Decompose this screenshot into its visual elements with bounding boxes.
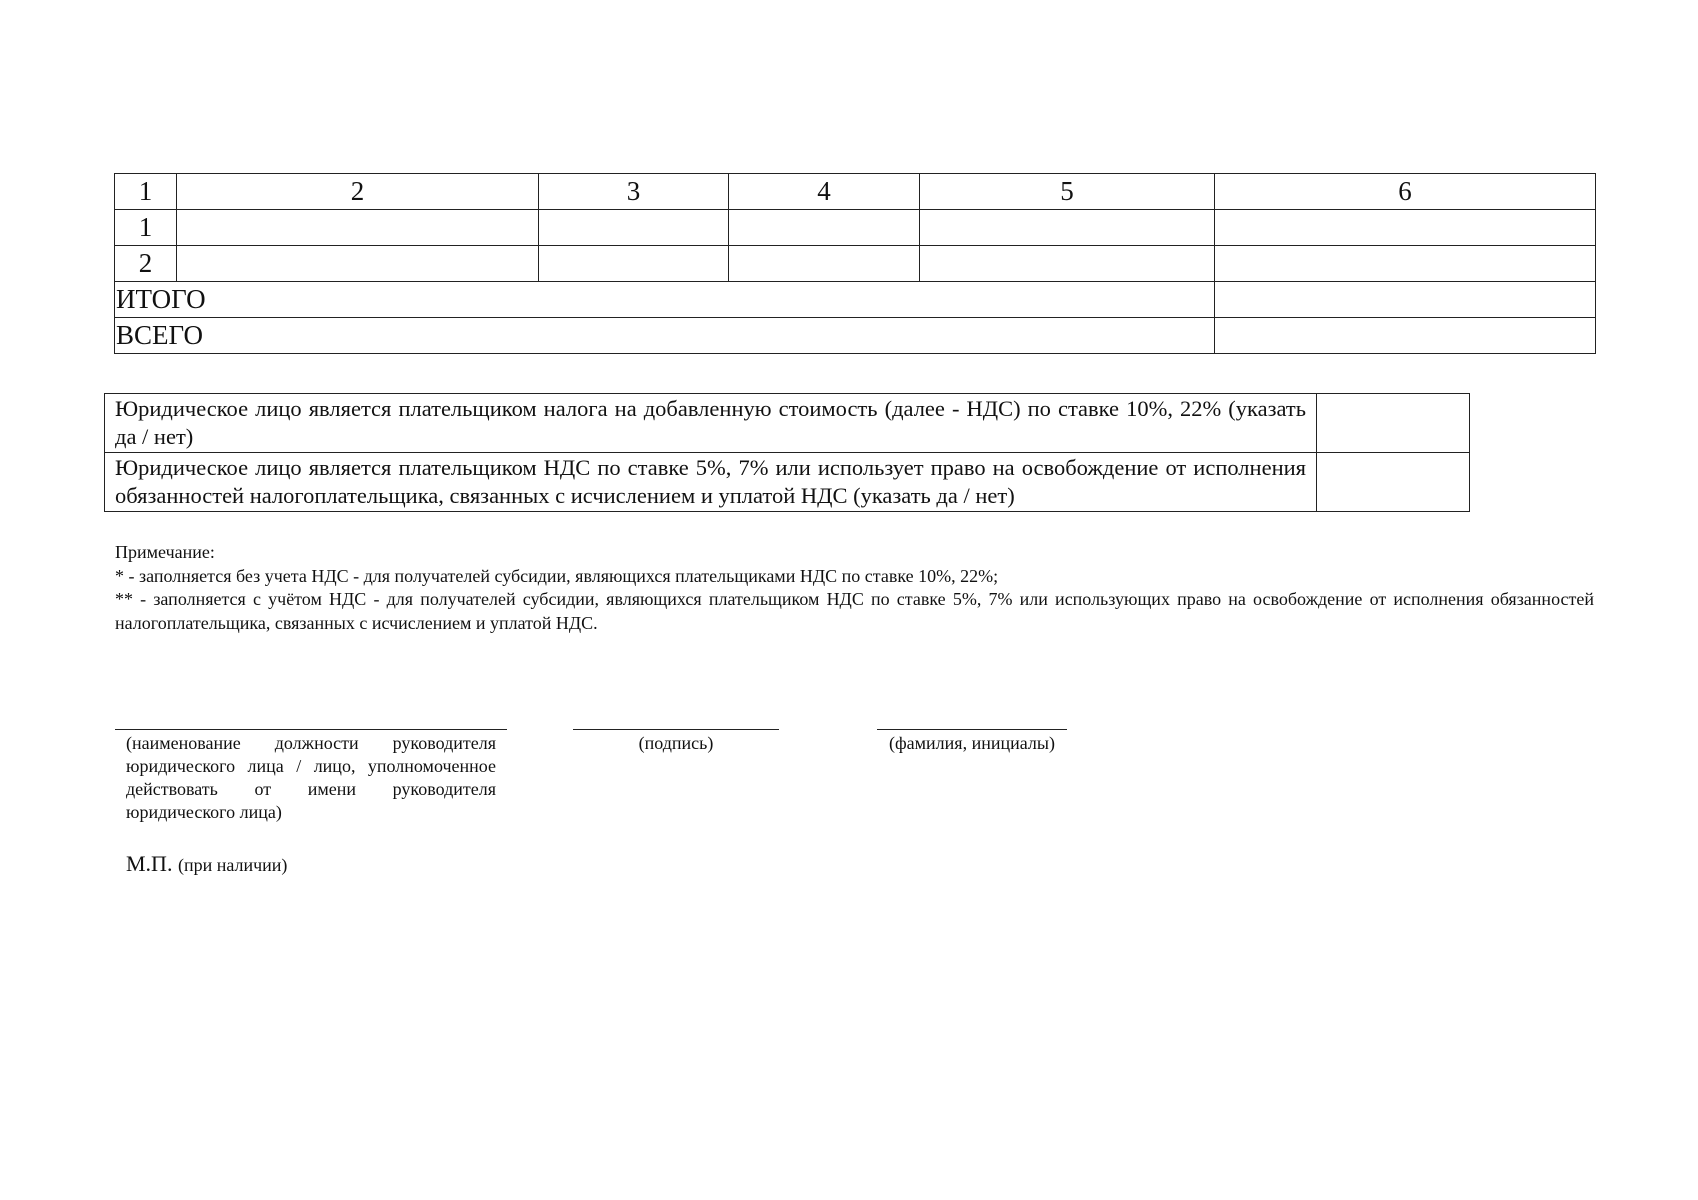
vat-answer-1[interactable] bbox=[1317, 394, 1470, 453]
table-row bbox=[115, 246, 1596, 282]
signature-line[interactable] bbox=[573, 729, 779, 730]
table-cell[interactable] bbox=[1215, 210, 1596, 246]
header-cell-2: 2 bbox=[177, 174, 539, 210]
table-cell[interactable] bbox=[539, 246, 729, 282]
table-cell[interactable] bbox=[1215, 246, 1596, 282]
data-table bbox=[114, 173, 1596, 354]
vat-status-table bbox=[104, 393, 1470, 512]
itogo-label: ИТОГО bbox=[115, 282, 1215, 318]
vat-question-2: Юридическое лицо является плательщиком НДС по ставке 5%, 7% или использует право на освобождение от исполнения обязанностей налогоплательщика, связанных с исчислением и уплатой НДС (указать да / нет) bbox=[105, 453, 1317, 512]
header-cell-6: 6 bbox=[1215, 174, 1596, 210]
header-cell-1: 1 bbox=[115, 174, 177, 210]
table-header-row bbox=[115, 174, 1596, 210]
vsego-value-cell[interactable] bbox=[1215, 318, 1596, 354]
vat-question-1: Юридическое лицо является плательщиком налога на добавленную стоимость (далее - НДС) по ставке 10%, 22% (указать да / нет) bbox=[105, 394, 1317, 453]
vsego-row bbox=[115, 318, 1596, 354]
vat-row bbox=[105, 394, 1470, 453]
notes-title: Примечание: bbox=[115, 542, 215, 562]
header-cell-4: 4 bbox=[729, 174, 920, 210]
table-cell[interactable] bbox=[177, 246, 539, 282]
name-caption: (фамилия, инициалы) bbox=[889, 733, 1055, 753]
table-cell[interactable] bbox=[539, 210, 729, 246]
name-signature-line[interactable] bbox=[877, 729, 1067, 730]
table-cell[interactable] bbox=[729, 246, 920, 282]
table-cell[interactable] bbox=[920, 246, 1215, 282]
table-cell[interactable] bbox=[920, 210, 1215, 246]
table-cell[interactable] bbox=[177, 210, 539, 246]
itogo-value-cell[interactable] bbox=[1215, 282, 1596, 318]
table-row bbox=[115, 210, 1596, 246]
row-number: 2 bbox=[115, 246, 177, 282]
note-item-2: ** - заполняется с учётом НДС - для получателей субсидии, являющихся плательщиком НДС по ставке 5%, 7% или использующих право на освобождение от исполнения обязанностей налогоплательщика, связанных с исчислением и уплатой НДС. bbox=[115, 589, 1594, 633]
position-caption: (наименование должности руководителя юридического лица / лицо, уполномоченное действовать от имени руководителя юридического лица) bbox=[126, 733, 496, 822]
vsego-label: ВСЕГО bbox=[115, 318, 1215, 354]
signature-caption: (подпись) bbox=[638, 733, 714, 753]
vat-row bbox=[105, 453, 1470, 512]
note-item-1: * - заполняется без учета НДС - для получателей субсидии, являющихся плательщиками НДС по ставке 10%, 22%; bbox=[115, 565, 999, 586]
row-number: 1 bbox=[115, 210, 177, 246]
position-signature-line[interactable] bbox=[115, 729, 507, 730]
stamp-label: М.П. bbox=[126, 851, 173, 876]
header-cell-5: 5 bbox=[920, 174, 1215, 210]
table-cell[interactable] bbox=[729, 210, 920, 246]
stamp-note: (при наличии) bbox=[177, 855, 288, 875]
itogo-row bbox=[115, 282, 1596, 318]
stamp-placeholder bbox=[126, 851, 287, 877]
header-cell-3: 3 bbox=[539, 174, 729, 210]
vat-answer-2[interactable] bbox=[1317, 453, 1470, 512]
notes-section bbox=[115, 541, 1594, 635]
